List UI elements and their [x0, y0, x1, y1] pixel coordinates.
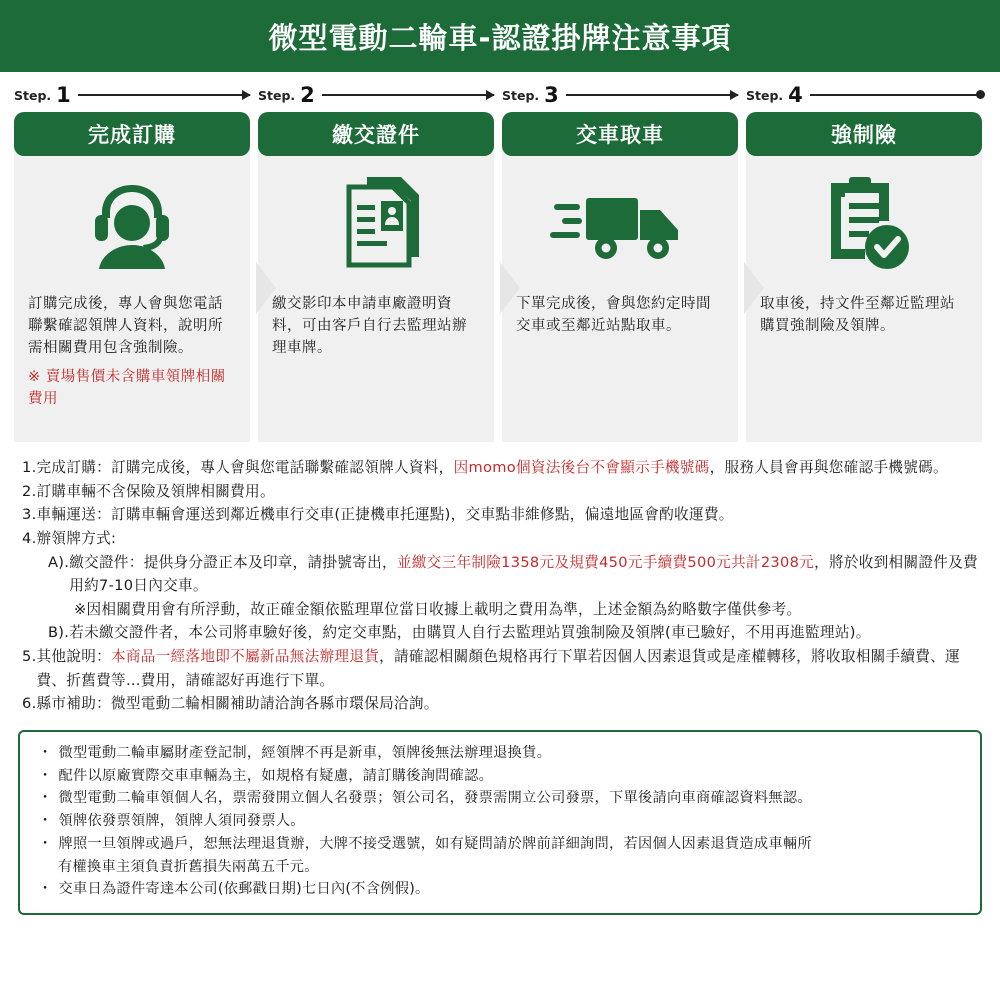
- step-3-title: 交車取車: [502, 112, 738, 156]
- note-text: 訂購車輛不含保險及領牌相關費用。: [36, 482, 275, 500]
- note-row: [22, 480, 978, 504]
- note-index: 6.: [22, 695, 37, 713]
- step-2-word: Step.: [258, 87, 296, 103]
- clipboard-check-icon: [746, 166, 982, 286]
- note-emphasis-text: 並繳交三年制險1358元及規費450元手續費500元共計2308元: [396, 553, 815, 571]
- note-body: [37, 645, 978, 692]
- notes-sub-b: [22, 621, 978, 645]
- step-1-text: 訂購完成後，專人會與您電話聯繫確認領牌人資料，說明所需相關費用包含強制險。: [28, 296, 223, 356]
- arrow-line-icon: [322, 94, 494, 96]
- note-index: 2.: [22, 482, 37, 500]
- note-text: 繳交證件：提供身分證正本及印章，請掛號寄出，: [69, 553, 397, 571]
- note-index: A).: [48, 553, 70, 571]
- note-row: [22, 456, 978, 480]
- documents-id-icon: [258, 166, 494, 286]
- step-card-3: [502, 112, 738, 442]
- note-row: [22, 503, 978, 527]
- note-body: [69, 551, 978, 598]
- step-card-2: [258, 112, 494, 442]
- chevron-right-icon: [500, 262, 520, 314]
- step-2-arrow: [258, 82, 494, 108]
- note-text: ，服務人員會再與您確認手機號碼。: [709, 459, 948, 476]
- terms-list-item-text: 牌照一旦領牌或過戶，恕無法理退貨辦，大牌不接受選號，如有疑問請於牌前詳細詢問，若因個人因素退貨造成車輛所: [58, 835, 812, 852]
- step-3-number: 3: [544, 82, 559, 107]
- bullet-dot-icon: ・: [38, 790, 53, 807]
- note-text: 完成訂購：訂購完成後，專人會與您電話聯繫確認領牌人資料，: [36, 459, 454, 476]
- delivery-truck-icon: [502, 166, 738, 286]
- terms-list-item-text: 微型電動二輪車領個人名，票需發開立個人名發票；領公司名，發票需開立公司發票，下單後請向車商確認資料無認。: [58, 790, 812, 807]
- note-body: [37, 692, 978, 716]
- note-text: 若未繳交證件者，本公司將車驗好後，約定交車點，由購買人自行去監理站買強制險及領牌(車已驗好，不用再進監理站)。: [69, 624, 871, 642]
- note-index: 3.: [22, 506, 37, 524]
- note-text: 車輛運送：訂購車輛會運送到鄰近機車行交車(正捷機車托運點)，交車點非維修點，偏遠地區會酌收運費。: [36, 506, 734, 524]
- step-3-arrow: [502, 82, 738, 108]
- arrow-endpoint-icon: [810, 94, 982, 96]
- step-3-text: 下單完成後，會與您約定時間交車或至鄰近站點取車。: [516, 296, 711, 334]
- arrow-line-icon: [78, 94, 250, 96]
- step-4-word: Step.: [746, 87, 784, 103]
- note-body: [37, 480, 978, 504]
- step-4-text: 取車後，持文件至鄰近監理站購買強制險及領牌。: [760, 296, 955, 334]
- terms-list-item: [36, 787, 964, 810]
- step-column-1: [14, 82, 250, 442]
- note-index: B).: [48, 624, 70, 642]
- step-4-number: 4: [788, 82, 803, 107]
- bullet-dot-icon: ・: [38, 745, 53, 762]
- note-index: 1.: [22, 459, 37, 476]
- note-body: [69, 621, 978, 645]
- note-emphasis-text: 因momo個資法後台不會顯示手機號碼: [453, 459, 710, 476]
- headset-agent-icon: [14, 166, 250, 286]
- note-text: ，將於收到相關證件及費用約7-10日內交車。: [69, 553, 978, 595]
- step-card-4: [746, 112, 982, 442]
- bullet-dot-icon: ・: [38, 835, 53, 852]
- notes-sub-a: [22, 551, 978, 598]
- step-3-word: Step.: [502, 87, 540, 103]
- terms-list-item: [36, 878, 964, 901]
- step-2-number: 2: [300, 82, 315, 107]
- step-4-title: 強制險: [746, 112, 982, 156]
- arrow-line-icon: [566, 94, 738, 96]
- bullet-dot-icon: ・: [38, 767, 53, 784]
- bottom-terms-box: [18, 730, 982, 915]
- note-index: 4.: [22, 529, 37, 547]
- note-row: [22, 551, 978, 598]
- notes-tail-list: [22, 645, 978, 716]
- note-index: 5.: [22, 648, 37, 666]
- step-2-text: 繳交影印本申請車廠證明資料，可由客戶自行去監理站辦理車牌。: [272, 296, 467, 356]
- sub-note-extra: ※因相關費用會有所浮動，故正確金額依監理單位當日收據上載明之費用為準，上述金額為約略數字僅供參考。: [74, 600, 802, 618]
- bottom-terms-list: [36, 742, 964, 901]
- notes-section: [0, 442, 1000, 716]
- step-1-number: 1: [56, 82, 71, 107]
- step-1-arrow: [14, 82, 250, 108]
- terms-list-item-text: 交車日為證件寄達本公司(依郵戳日期)七日內(不含例假)。: [58, 881, 430, 898]
- terms-list-item: [36, 810, 964, 833]
- step-column-2: [258, 82, 494, 442]
- step-card-1: [14, 112, 250, 442]
- note-row: [22, 692, 978, 716]
- step-2-title: 繳交證件: [258, 112, 494, 156]
- terms-list-item: [36, 833, 964, 856]
- note-body: [37, 503, 978, 527]
- note-row: [22, 645, 978, 692]
- step-4-arrow: [746, 82, 982, 108]
- terms-list-item-text: 領牌依發票領牌，領牌人須同發票人。: [58, 813, 305, 830]
- note-row: [22, 527, 978, 551]
- note-body: [37, 527, 978, 551]
- terms-list-item-text: 配件以原廠實際交車車輛為主，如規格有疑慮，請訂購後詢問確認。: [58, 767, 494, 784]
- step-1-word: Step.: [14, 87, 52, 103]
- chevron-right-icon: [256, 262, 276, 314]
- terms-list-item: [36, 765, 964, 788]
- chevron-right-icon: [744, 262, 764, 314]
- page-title: 微型電動二輪車-認證掛牌注意事項: [268, 20, 732, 55]
- note-text: 辦領牌方式:: [36, 529, 117, 547]
- bullet-dot-icon: ・: [38, 813, 53, 830]
- step-1-title: 完成訂購: [14, 112, 250, 156]
- note-text: 縣市補助：微型電動二輪相關補助請洽詢各縣市環保局洽詢。: [36, 695, 439, 713]
- steps-row: [0, 72, 1000, 442]
- bullet-dot-icon: ・: [38, 881, 53, 898]
- note-text: 其他說明：: [36, 648, 112, 666]
- note-text: ，請確認相關顏色規格再行下單若因個人因素退貨或是產權轉移，將收取相關手續費、運費、折舊費等…費用，請確認好再進行下單。: [36, 648, 960, 689]
- terms-list-item-continuation: 有權換車主須負責折舊損失兩萬五千元。: [58, 858, 319, 875]
- note-emphasis-text: 本商品一經落地即不屬新品無法辦理退貨: [111, 648, 380, 666]
- step-1-note: ※ 賣場售價未含購車領牌相關費用: [28, 369, 226, 407]
- step-column-3: [502, 82, 738, 442]
- page-header: [0, 0, 1000, 72]
- terms-list-item-text: 微型電動二輪車屬財產登記制，經領牌不再是新車，領牌後無法辦理退換貨。: [58, 745, 552, 762]
- notes-main-list: [22, 456, 978, 551]
- terms-list-item: [36, 742, 964, 765]
- note-row: [22, 621, 978, 645]
- step-column-4: [746, 82, 982, 442]
- note-body: [37, 456, 978, 480]
